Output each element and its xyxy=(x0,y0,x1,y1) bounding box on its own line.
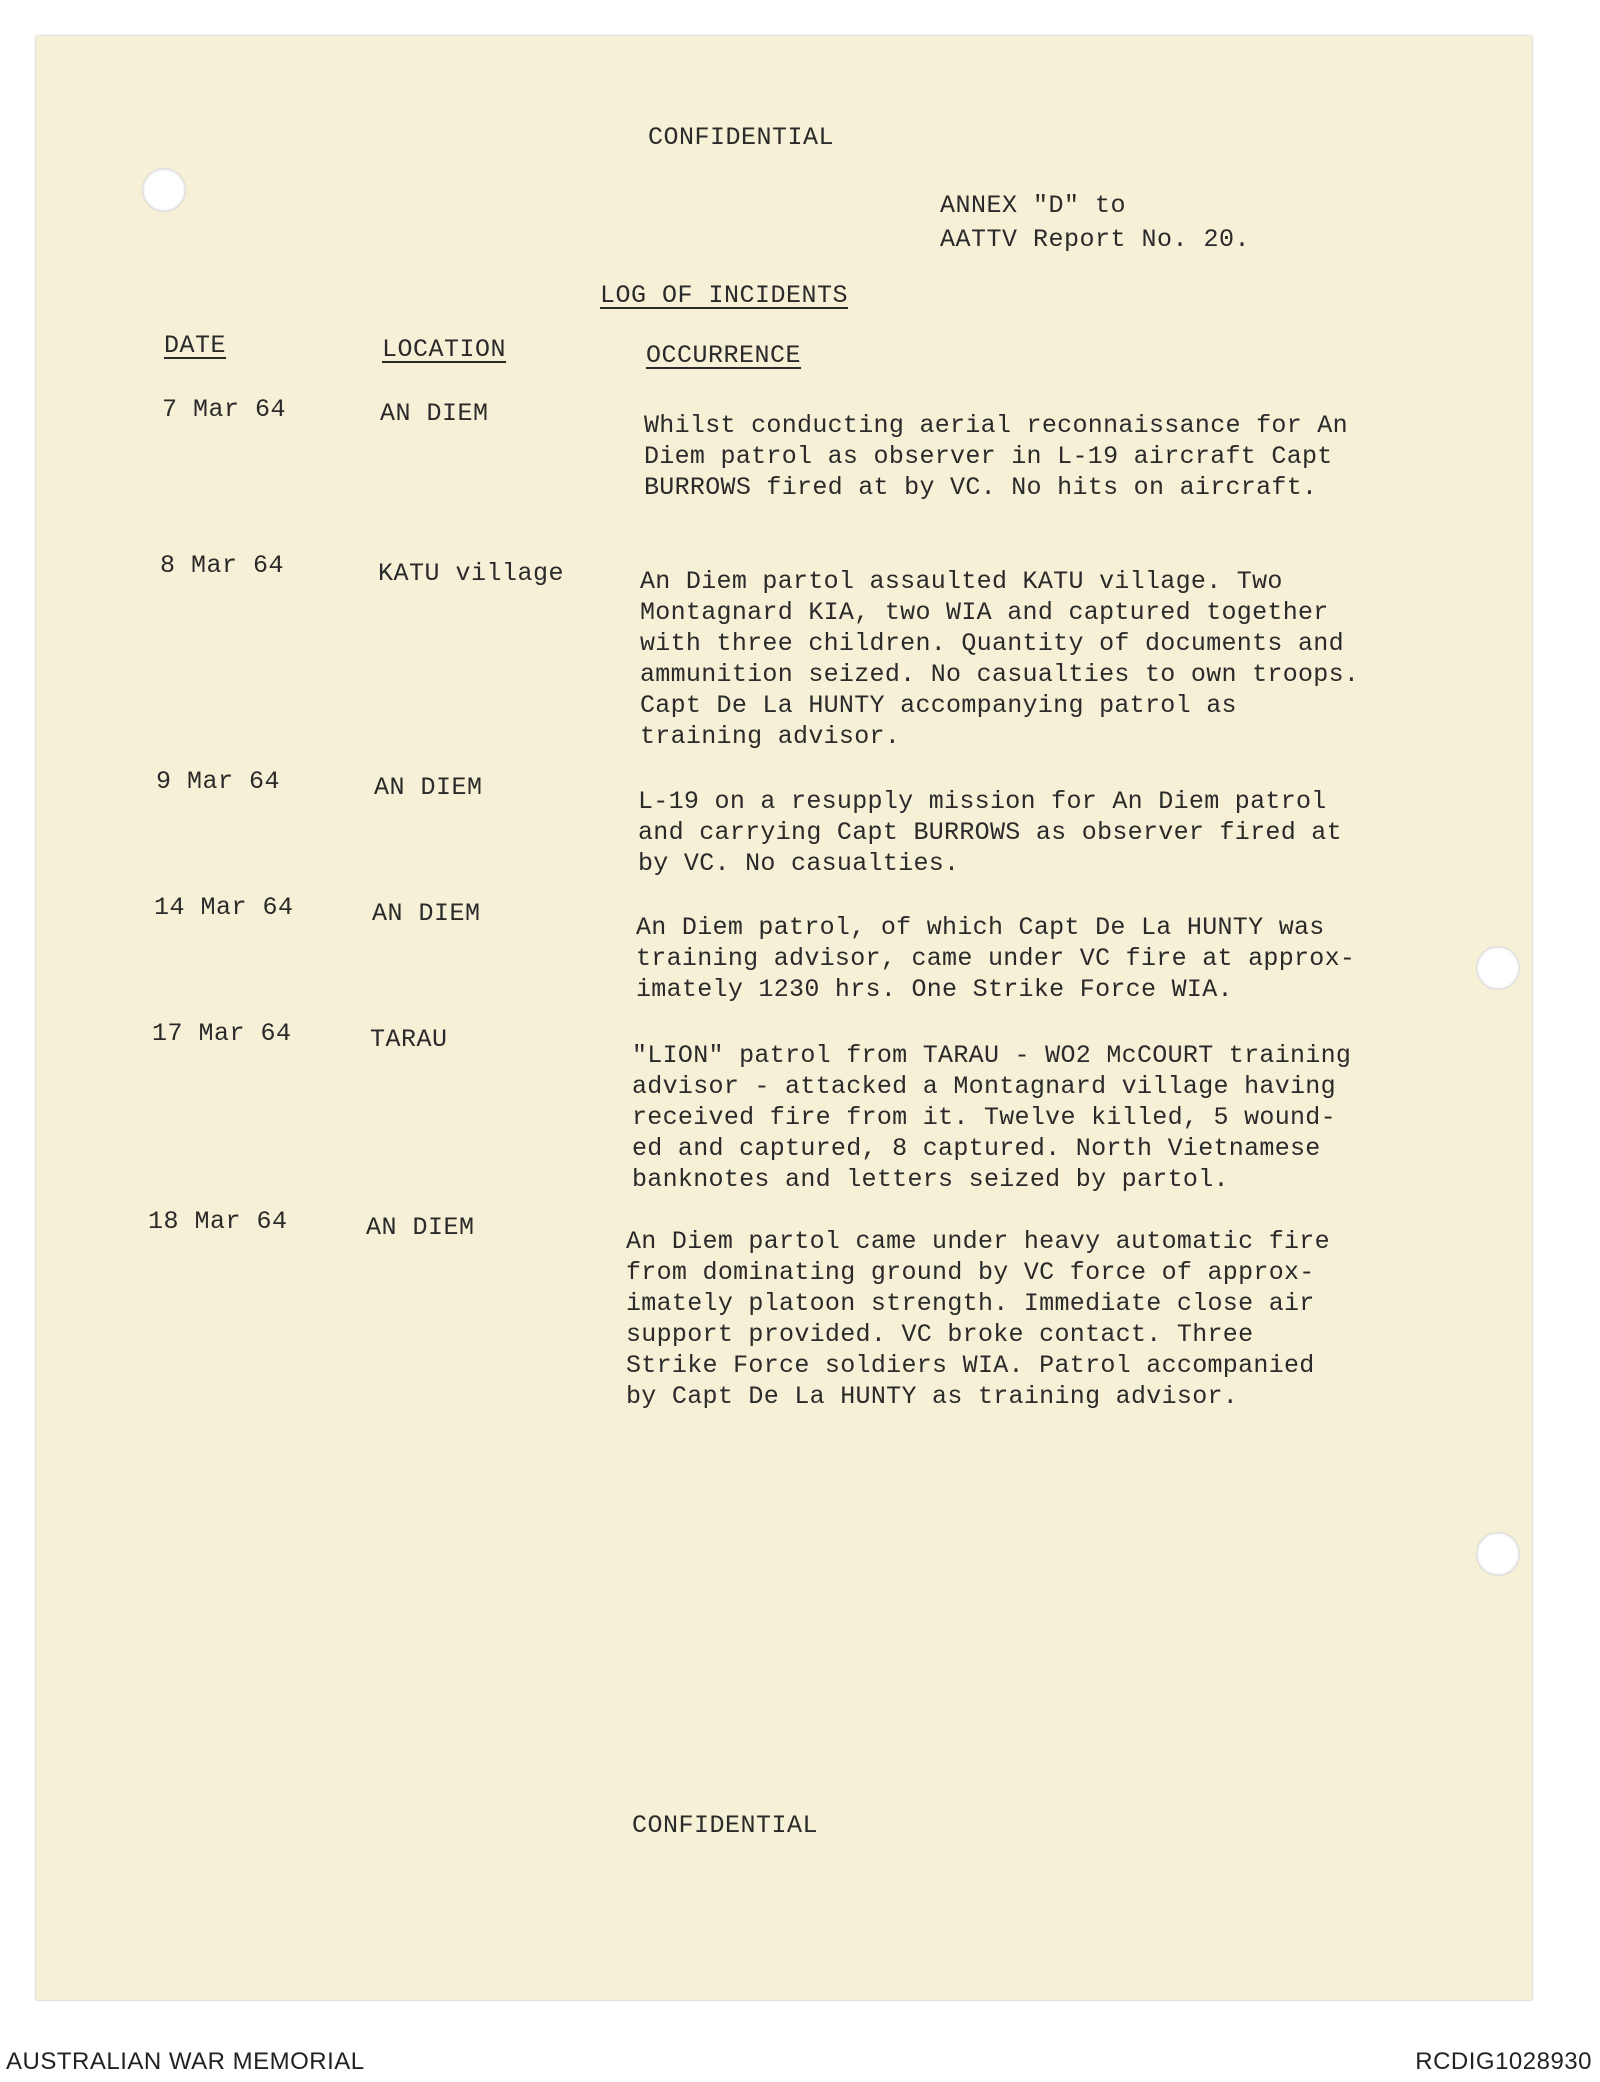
punch-hole xyxy=(1476,1532,1520,1576)
row-occurrence: An Diem patrol, of which Capt De La HUNTY was training advisor, came under VC fire at approx-imately 1230 hrs. One Strike Force WIA. xyxy=(636,913,1356,1004)
annex-line-1: ANNEX "D" to xyxy=(940,191,1127,220)
footer-record-id: RCDIG1028930 xyxy=(1415,2048,1592,2075)
row-occurrence: "LION" patrol from TARAU - WO2 McCOURT training advisor - attacked a Montagnard village having received fire from it. Twelve killed, 5 wound-ed and captured, 8 captured. North Vietnamese banknotes and letters seized by partol. xyxy=(632,1041,1352,1194)
row-location: AN DIEM xyxy=(366,1213,475,1242)
confidential-top: CONFIDENTIAL xyxy=(648,123,835,152)
row-location: KATU village xyxy=(378,559,565,588)
column-header-date: DATE xyxy=(164,331,227,360)
row-occurrence: Whilst conducting aerial reconnaissance for An Diem patrol as observer in L-19 aircraft Capt BURROWS fired at by VC. No hits on aircraft. xyxy=(644,411,1348,502)
row-occurrence: L-19 on a resupply mission for An Diem patrol and carrying Capt BURROWS as observer fired at by VC. No casualties. xyxy=(638,787,1342,878)
row-date: 9 Mar 64 xyxy=(156,767,281,796)
row-date: 14 Mar 64 xyxy=(154,893,294,922)
row-location: AN DIEM xyxy=(372,899,481,928)
row-location: TARAU xyxy=(370,1025,448,1054)
row-date: 17 Mar 64 xyxy=(152,1019,292,1048)
annex-line-2: AATTV Report No. 20. xyxy=(940,225,1251,254)
row-location: AN DIEM xyxy=(380,399,489,428)
row-occurrence: An Diem partol assaulted KATU village. Two Montagnard KIA, two WIA and captured together with three children. Quantity of documents and ammunition seized. No casualties to own troops. Capt De La HUNTY accompanying patrol as training advisor. xyxy=(640,567,1360,751)
row-date: 8 Mar 64 xyxy=(160,551,285,580)
punch-hole xyxy=(1476,946,1520,990)
punch-hole xyxy=(142,168,186,212)
column-header-occurrence: OCCURRENCE xyxy=(646,341,802,370)
column-header-location: LOCATION xyxy=(382,335,507,364)
row-date: 7 Mar 64 xyxy=(162,395,287,424)
document-page xyxy=(36,36,1532,2000)
row-date: 18 Mar 64 xyxy=(148,1207,288,1236)
footer-archive-name: AUSTRALIAN WAR MEMORIAL xyxy=(6,2048,365,2075)
row-location: AN DIEM xyxy=(374,773,483,802)
row-occurrence: An Diem partol came under heavy automatic fire from dominating ground by VC force of approx-imately platoon strength. Immediate close air support provided. VC broke contact. Three Strike Force soldiers WIA. Patrol accompanied by Capt De La HUNTY as training advisor. xyxy=(626,1227,1330,1411)
page-title: LOG OF INCIDENTS xyxy=(600,281,849,310)
confidential-bottom: CONFIDENTIAL xyxy=(632,1811,819,1840)
